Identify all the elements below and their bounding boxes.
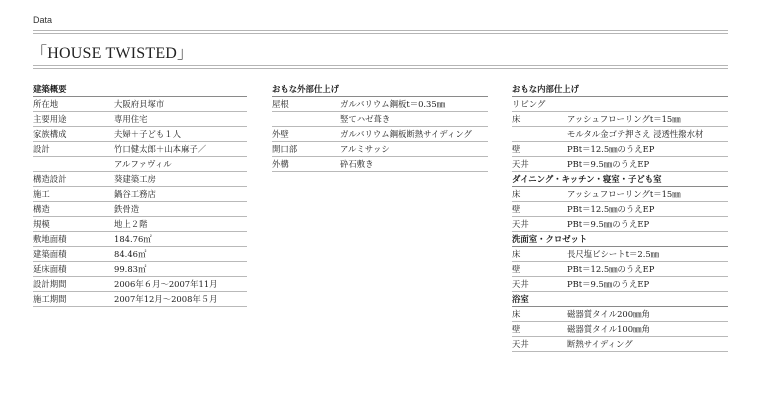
table-row	[272, 112, 488, 127]
row-value: 葵建築工房	[114, 174, 156, 184]
table-row	[33, 112, 247, 127]
table-row	[33, 277, 247, 292]
row-value: 砕石敷き	[340, 159, 374, 169]
row-value: 99.83㎡	[114, 264, 147, 274]
table-row	[33, 172, 247, 187]
row-value: PBt＝9.5㎜のうえEP	[567, 279, 650, 289]
row-label: 延床面積	[33, 264, 67, 274]
row-label: 敷地面積	[33, 234, 67, 244]
room-heading: ダイニング・キッチン・寝室・子ども室	[512, 172, 728, 187]
section-heading: 建築概要	[33, 82, 247, 97]
row-label: 壁	[512, 204, 521, 214]
room-name-label: リビング	[512, 99, 546, 109]
row-value: 磁器質タイル200㎜角	[567, 309, 650, 319]
row-value: ガルバリウム鋼板t＝0.35㎜	[340, 99, 446, 109]
row-value: アルミサッシ	[340, 144, 390, 154]
table-row	[512, 277, 728, 292]
row-label: 壁	[512, 144, 521, 154]
table-row	[512, 202, 728, 217]
row-label: 所在地	[33, 99, 59, 109]
interior-finishes-table	[512, 82, 728, 352]
table-row	[512, 142, 728, 157]
room-heading: 洗面室・クロゼット	[512, 232, 728, 247]
divider	[33, 30, 728, 31]
row-value: PBt＝12.5㎜のうえEP	[567, 144, 655, 154]
row-label: 天井	[512, 159, 529, 169]
row-value: 断熱サイディング	[567, 339, 633, 349]
row-label: 構造設計	[33, 174, 67, 184]
table-row	[33, 97, 247, 112]
row-value: 専用住宅	[114, 114, 148, 124]
building-overview-table	[33, 82, 247, 307]
table-row	[512, 127, 728, 142]
row-label: 屋根	[272, 99, 289, 109]
row-label: 天井	[512, 339, 529, 349]
row-value: 夫婦＋子ども１人	[114, 129, 181, 139]
table-row	[33, 202, 247, 217]
table-row	[33, 247, 247, 262]
row-label: 施工	[33, 189, 50, 199]
row-label: 外壁	[272, 129, 289, 139]
row-label: 開口部	[272, 144, 298, 154]
table-row	[272, 157, 488, 172]
row-value: モルタル金ゴテ押さえ 浸透性撥水材	[567, 129, 704, 139]
table-row	[512, 307, 728, 322]
table-row	[33, 262, 247, 277]
row-label: 床	[512, 309, 521, 319]
row-value: 磁器質タイル100㎜角	[567, 324, 650, 334]
room-name	[512, 97, 728, 112]
row-value: 竪てハゼ葺き	[340, 114, 391, 124]
row-value: PBt＝9.5㎜のうえEP	[567, 219, 650, 229]
table-row	[512, 247, 728, 262]
row-value: 2007年12月～2008年５月	[114, 294, 218, 304]
row-value: PBt＝12.5㎜のうえEP	[567, 204, 655, 214]
table-row	[272, 127, 488, 142]
table-row	[272, 97, 488, 112]
table-row	[512, 262, 728, 277]
row-label: 壁	[512, 324, 521, 334]
table-row	[33, 217, 247, 232]
row-label: 家族構成	[33, 129, 67, 139]
row-label: 主要用途	[33, 114, 67, 124]
room-heading: 浴室	[512, 292, 728, 307]
row-value: 竹口健太郎＋山本麻子／	[114, 144, 207, 154]
row-value: 2006年６月～2007年11月	[114, 279, 218, 289]
table-row	[512, 322, 728, 337]
row-value: ガルバリウム鋼板断熱サイディング	[340, 129, 472, 139]
table-row	[33, 127, 247, 142]
row-label: 床	[512, 114, 521, 124]
row-value: 大阪府貝塚市	[114, 99, 165, 109]
row-label: 設計期間	[33, 279, 67, 289]
row-value: 鍋谷工務店	[114, 189, 156, 199]
section-kicker: Data	[33, 15, 53, 25]
row-label	[33, 157, 114, 171]
row-label: 設計	[33, 144, 50, 154]
table-row	[33, 157, 247, 172]
row-label: 壁	[512, 264, 521, 274]
table-row	[512, 157, 728, 172]
row-value: 84.46㎡	[114, 249, 147, 259]
row-label: 外構	[272, 159, 289, 169]
exterior-finishes-table	[272, 82, 488, 172]
table-row	[512, 337, 728, 352]
row-label: 天井	[512, 279, 529, 289]
row-value: 184.76㎡	[114, 234, 152, 244]
row-value: PBt＝12.5㎜のうえEP	[567, 264, 655, 274]
divider	[33, 33, 728, 34]
table-row	[272, 142, 488, 157]
row-value: アッシュフローリングt＝15㎜	[567, 114, 681, 124]
row-value: PBt＝9.5㎜のうえEP	[567, 159, 650, 169]
table-row	[33, 232, 247, 247]
row-value: アルファヴィル	[114, 159, 172, 169]
row-label	[512, 127, 567, 141]
row-label: 床	[512, 189, 521, 199]
row-label	[272, 112, 340, 126]
row-label: 天井	[512, 219, 529, 229]
table-row	[33, 142, 247, 157]
table-row	[33, 187, 247, 202]
divider	[33, 65, 728, 66]
table-row	[512, 217, 728, 232]
page-title: 「HOUSE TWISTED」	[31, 45, 194, 62]
divider	[33, 68, 728, 69]
table-row	[512, 187, 728, 202]
row-label: 建築面積	[33, 249, 67, 259]
row-value: アッシュフローリングt＝15㎜	[567, 189, 681, 199]
row-label: 構造	[33, 204, 50, 214]
row-label: 規模	[33, 219, 50, 229]
table-row	[512, 112, 728, 127]
section-heading: おもな外部仕上げ	[272, 82, 488, 97]
section-heading: おもな内部仕上げ	[512, 82, 728, 97]
row-value: 鉄骨造	[114, 204, 140, 214]
row-label: 施工期間	[33, 294, 67, 304]
table-row	[33, 292, 247, 307]
row-value: 長尺塩ビシートt＝2.5㎜	[567, 249, 660, 259]
row-value: 地上２階	[114, 219, 148, 229]
row-label: 床	[512, 249, 521, 259]
